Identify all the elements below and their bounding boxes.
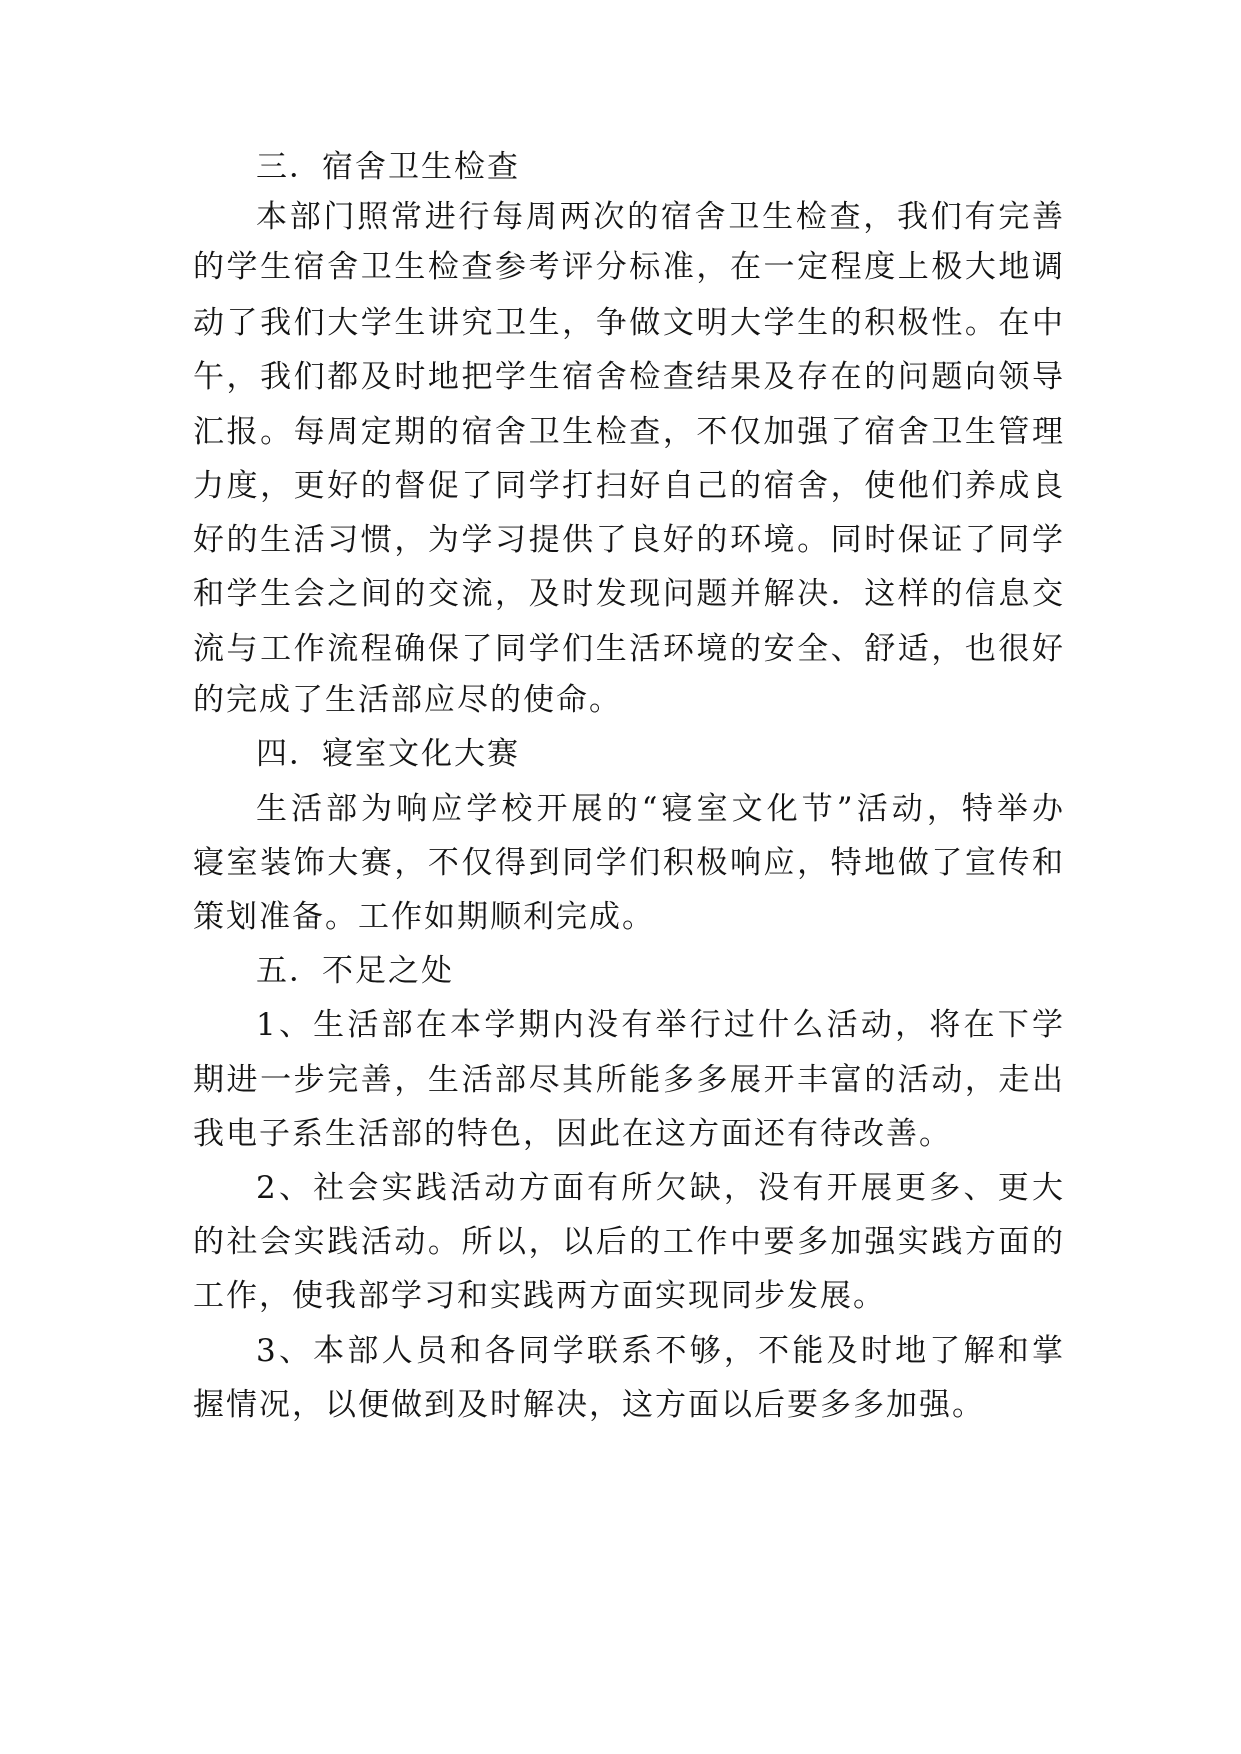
paragraph-line: 我电子系生活部的特色，因此在这方面还有待改善。 [193, 1116, 952, 1152]
paragraph-line: 3、本部人员和各同学联系不够，不能及时地了解和掌 [256, 1333, 1063, 1369]
paragraph-line: 汇报。每周定期的宿舍卫生检查，不仅加强了宿舍卫生管理 [193, 414, 1063, 450]
paragraph-line: 1、生活部在本学期内没有举行过什么活动，将在下学 [256, 1007, 1063, 1043]
paragraph-line: 2、社会实践活动方面有所欠缺，没有开展更多、更大 [256, 1170, 1063, 1206]
paragraph-line: 本部门照常进行每周两次的宿舍卫生检查，我们有完善 [256, 199, 1063, 235]
paragraph-line: 工作，使我部学习和实践两方面实现同步发展。 [193, 1278, 886, 1314]
paragraph-line: 的学生宿舍卫生检查参考评分标准，在一定程度上极大地调 [193, 249, 1063, 285]
paragraph-line: 的完成了生活部应尽的使命。 [193, 682, 622, 718]
section-heading-shortcomings: 五．不足之处 [256, 953, 454, 989]
paragraph-line: 力度，更好的督促了同学打扫好自己的宿舍，使他们养成良 [193, 468, 1063, 504]
paragraph-line: 生活部为响应学校开展的“寝室文化节”活动，特举办 [256, 791, 1063, 827]
paragraph-line: 策划准备。工作如期顺利完成。 [193, 899, 655, 935]
section-heading-dorm-inspection: 三．宿舍卫生检查 [256, 149, 520, 185]
paragraph-line: 的社会实践活动。所以，以后的工作中要多加强实践方面的 [193, 1224, 1063, 1260]
section-heading-dorm-culture: 四．寝室文化大赛 [256, 736, 520, 772]
paragraph-line: 动了我们大学生讲究卫生，争做文明大学生的积极性。在中 [193, 305, 1063, 341]
paragraph-line: 期进一步完善，生活部尽其所能多多展开丰富的活动，走出 [193, 1062, 1063, 1098]
paragraph-line: 流与工作流程确保了同学们生活环境的安全、舒适，也很好 [193, 631, 1063, 667]
paragraph-line: 好的生活习惯，为学习提供了良好的环境。同时保证了同学 [193, 522, 1063, 558]
paragraph-line: 握情况，以便做到及时解决，这方面以后要多多加强。 [193, 1387, 985, 1423]
paragraph-line: 寝室装饰大赛，不仅得到同学们积极响应，特地做了宣传和 [193, 845, 1063, 881]
paragraph-line: 午，我们都及时地把学生宿舍检查结果及存在的问题向领导 [193, 359, 1063, 395]
paragraph-line: 和学生会之间的交流，及时发现问题并解决．这样的信息交 [193, 576, 1063, 612]
